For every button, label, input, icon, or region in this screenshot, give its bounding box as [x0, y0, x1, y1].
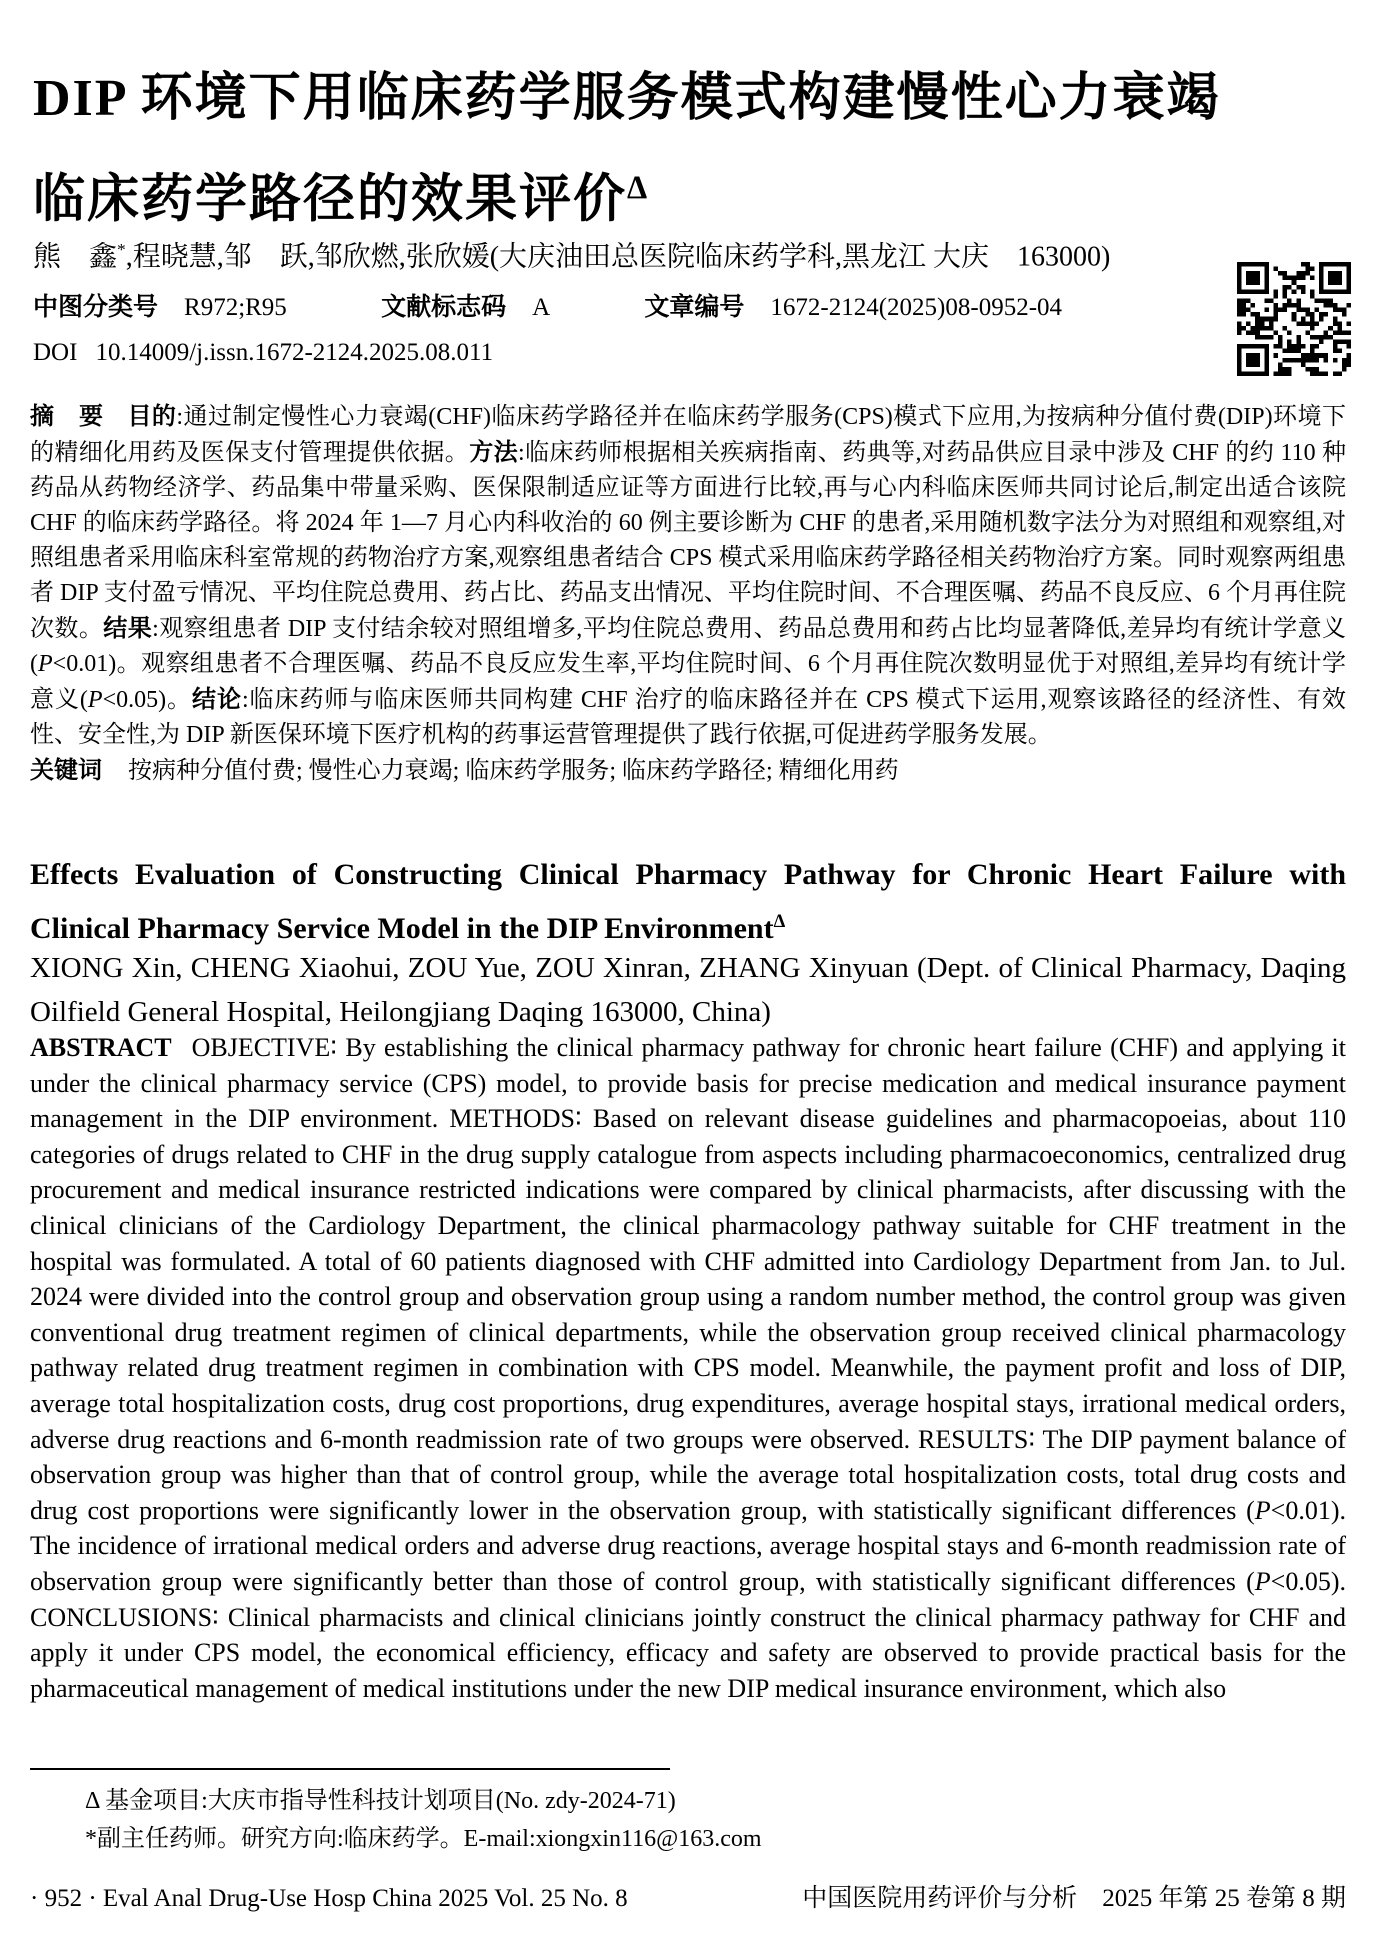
authors-en: XIONG Xin, CHENG Xiaohui, ZOU Yue, ZOU Xinran, ZHANG Xinyuan (Dept. of Clinical Pharmacy, Daqing Oilfield General Hospital, Heilongjiang Daqing 163000, China) — [30, 952, 1346, 1028]
abstract-en-body: OBJECTIVE∶ By establishing the clinical pharmacy pathway for chronic heart failure (CHF) and applying it under the clinical pharmacy service (CPS) model, to provide basis for precise medication and medical insurance payment management in the DIP environment. METHODS∶ Based on relevant disease guidelines and pharmacopoeias, about 110 categories of drugs related to CHF in the drug supply catalogue from aspects including pharmacoeconomics, centralized drug procurement and medical insurance restricted indications were compared by clinical pharmacists, after discussing with the clinical clinicians of the Cardiology Department, the clinical pharmacology pathway suitable for CHF treatment in the hospital was formulated. A total of 60 patients diagnosed with CHF admitted into Cardiology Department from Jan. to Jul. 2024 were divided into the control group and observation group using a random number method, the control group was given conventional drug treatment regimen of clinical departments, while the observation group received clinical pharmacology pathway related drug treatment regimen in combination with CPS model. Meanwhile, the payment profit and loss of DIP, average total hospitalization costs, drug cost proportions, drug expenditures, average hospital stays, irrational medical orders, adverse drug reactions and 6-month readmission rate of two groups were observed. RESULTS∶ The DIP payment balance of observation group was higher than that of control group, while the average total hospitalization costs, total drug costs and drug cost proportions were significantly lower in the observation group, with statistically significant differences (P<0.01). The incidence of irrational medical orders and adverse drug reactions, average hospital stays and 6-month readmission rate of observation group were significantly better than those of control group, with statistically significant differences (P<0.05). CONCLUSIONS∶ Clinical pharmacists and clinical clinicians jointly construct the clinical pharmacy pathway for CHF and apply it under CPS model, the economical efficiency, efficacy and safety are observed to provide practical basis for the pharmaceutical management of medical institutions under the new DIP medical insurance environment, which also — [30, 1033, 1346, 1703]
footnotes — [85, 1782, 1345, 1858]
title-zh-line1: DIP 环境下用临床药学服务模式构建慢性心力衰竭 — [33, 69, 1221, 127]
doi-row — [33, 337, 493, 369]
article-number: 文章编号 1672-2124(2025)08-0952-04 — [644, 293, 1063, 321]
article-title-en: Effects Evaluation of Constructing Clinical Pharmacy Pathway for Chronic Heart Failure with Clinical Pharmacy Service Model in the DIP Environment$^\Delta$ — [30, 857, 1346, 945]
doi-label: DOI — [33, 339, 78, 366]
abstract-zh-label: 摘 要 — [30, 403, 104, 430]
title-en-funding-mark: Δ — [773, 910, 786, 932]
footnote-divider — [30, 1768, 670, 1770]
keywords-zh — [30, 753, 1346, 789]
abstract-en — [30, 1030, 1346, 1706]
keywords-label: 关键词 — [30, 757, 102, 784]
title-funding-mark: Δ — [627, 168, 650, 205]
document-code: 文献标志码 A — [381, 293, 551, 321]
article-title-zh — [33, 55, 1345, 244]
abstract-zh-body: 目的:通过制定慢性心力衰竭(CHF)临床药学路径并在临床药学服务(CPS)模式下应用,为按病种分值付费(DIP)环境下的精细化用药及医保支付管理提供依据。方法:临床药师根据相关疾病指南、药典等,对药品供应目录中涉及 CHF 的约 110 种药品从药物经济学、药品集中带量采购、医保限制适应证等方面进行比较,再与心内科临床医师共同讨论后,制定出适合该院 CHF 的临床药学路径。将 2024 年 1—7 月心内科收治的 60 例主要诊断为 CHF 的患者,采用随机数字法分为对照组和观察组,对照组患者采用临床科室常规的药物治疗方案,观察组患者结合 CPS 模式采用临床药学路径相关药物治疗方案。同时观察两组患者 DIP 支付盈亏情况、平均住院总费用、药占比、药品支出情况、平均住院时间、不合理医嘱、药品不良反应、6 个月再住院次数。结果:观察组患者 DIP 支付结余较对照组增多,平均住院总费用、药品总费用和药占比均显著降低,差异均有统计学意义(P<0.01)。观察组患者不合理医嘱、药品不良反应发生率,平均住院时间、6 个月再住院次数明显优于对照组,差异均有统计学意义(P<0.05)。结论:临床药师与临床医师共同构建 CHF 治疗的临床路径并在 CPS 模式下运用,观察该路径的经济性、有效性、安全性,为 DIP 新医保环境下医疗机构的药事运营管理提供了践行依据,可促进药学服务发展。 — [30, 403, 1347, 748]
footer-left-journal-en: · 952 · Eval Anal Drug-Use Hosp China 2025 Vol. 25 No. 8 — [30, 1885, 628, 1912]
title-zh-line2: 临床药学路径的效果评价$^\Delta$ — [33, 168, 650, 229]
footnote-funding: Δ 基金项目:大庆市指导性科技计划项目(No. zdy-2024-71) — [85, 1788, 676, 1814]
footer-right-journal-zh: 中国医院用药评价与分析 2025 年第 25 卷第 8 期 — [802, 1885, 1346, 1912]
qr-code — [1237, 262, 1351, 376]
page-footer — [30, 1882, 1346, 1916]
clc-number: 中图分类号 R972;R95 — [33, 293, 287, 321]
doi-value: 10.14009/j.issn.1672-2124.2025.08.011 — [95, 339, 494, 366]
footnote-author: *副主任药师。研究方向:临床药学。E-mail:xiongxin116@163.com — [85, 1826, 762, 1852]
abstract-zh — [30, 399, 1346, 789]
abstract-en-label: ABSTRACT — [30, 1033, 172, 1062]
keywords-text: 按病种分值付费; 慢性心力衰竭; 临床药学服务; 临床药学路径; 精细化用药 — [128, 758, 899, 784]
qr-code-image — [1237, 262, 1351, 376]
corresponding-author-mark: * — [117, 240, 126, 259]
authors-zh: 熊 鑫*,程晓慧,邹 跃,邹欣燃,张欣媛(大庆油田总医院临床药学科,黑龙江 大庆 163000) — [33, 240, 1111, 273]
article-meta-row — [33, 291, 1213, 324]
